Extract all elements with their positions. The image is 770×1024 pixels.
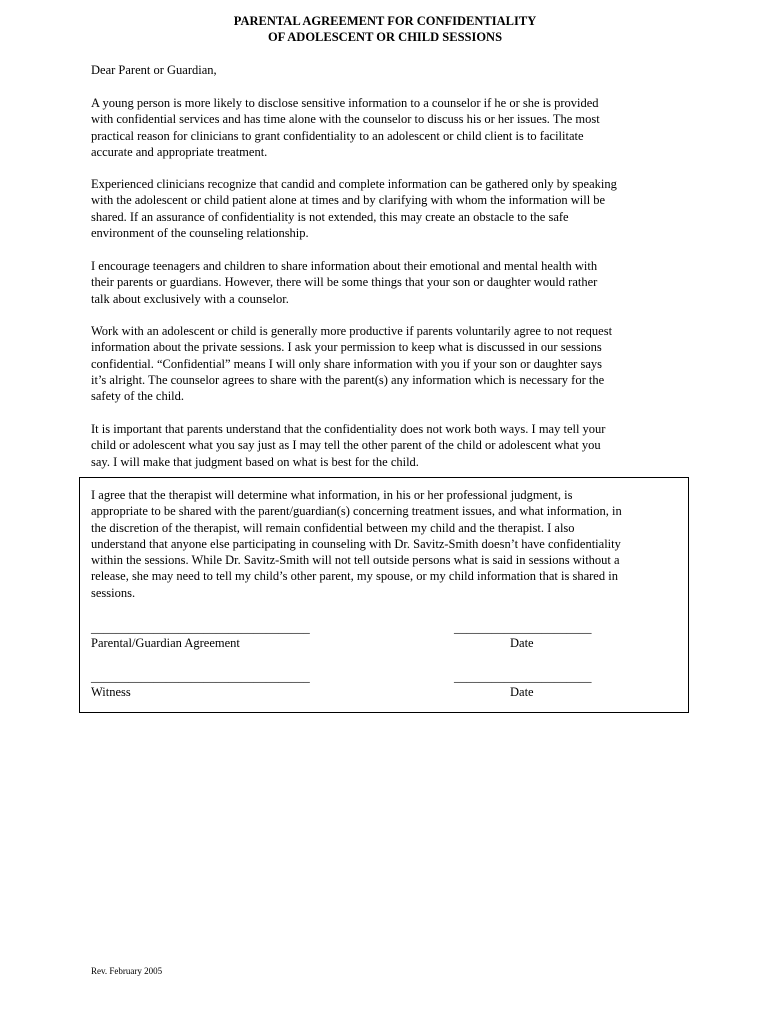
paragraph-line: it’s alright. The counselor agrees to share with the parent(s) any information which is necessary for the (91, 372, 605, 387)
parent-date-label: Date (510, 636, 534, 650)
paragraph-1 (91, 95, 691, 160)
parent-signature-line[interactable]: ___________________________________ (91, 621, 310, 635)
agreement-line: understand that anyone else participating in counseling with Dr. Savitz-Smith doesn’t have confidentiality (91, 536, 621, 551)
paragraph-line: environment of the counseling relationship. (91, 225, 309, 240)
paragraph-line: confidential. “Confidential” means I will only share information with you if your son or daughter says (91, 356, 602, 371)
agreement-line: I agree that the therapist will determine what information, in his or her professional judgment, is (91, 488, 573, 502)
paragraph-line: information about the private sessions. I ask your permission to keep what is discussed in our sessions (91, 340, 602, 355)
paragraph-line: with confidential services and has time alone with the counselor to discuss his or her issues. The most (91, 112, 600, 127)
revision-footer: Rev. February 2005 (91, 966, 163, 976)
paragraph-line: accurate and appropriate treatment. (91, 144, 268, 159)
agreement-line: the discretion of the therapist, will remain confidential between my child and the therapist. I also (91, 520, 575, 535)
witness-label: Witness (91, 685, 131, 699)
paragraph-line: Experienced clinicians recognize that candid and complete information can be gathered only by speaking (91, 177, 617, 191)
title-line-1: PARENTAL AGREEMENT FOR CONFIDENTIALITY (233, 14, 537, 28)
paragraph-line: I encourage teenagers and children to share information about their emotional and mental health with (91, 259, 598, 273)
agreement-line: release, she may need to tell my child’s other parent, my spouse, or my child information that is shared in (91, 569, 618, 584)
paragraph-line: say. I will make that judgment based on what is best for the child. (91, 454, 419, 469)
paragraph-line: practical reason for clinicians to grant confidentiality to an adolescent or child client is to facilitate (91, 128, 584, 143)
agreement-line: sessions. (91, 585, 136, 600)
paragraph-4 (91, 323, 691, 404)
paragraph-line: talk about exclusively with a counselor. (91, 291, 289, 306)
paragraph-5 (91, 421, 691, 470)
agreement-line: appropriate to be shared with the parent/guardian(s) concerning treatment issues, and what information, in (91, 504, 622, 519)
agreement-text (91, 487, 622, 601)
paragraph-line: with the adolescent or child patient alone at times and by clarifying with whom the information will be (91, 193, 606, 208)
paragraph-line: shared. If an assurance of confidentiality is not extended, this may create an obstacle to the safe (91, 209, 569, 224)
salutation: Dear Parent or Guardian, (91, 63, 217, 77)
document-title (0, 13, 770, 45)
witness-signature-line[interactable]: ___________________________________ (91, 670, 310, 684)
paragraph-2 (91, 176, 691, 241)
paragraph-line: It is important that parents understand that the confidentiality does not work both ways. I may tell your (91, 422, 606, 436)
paragraph-line: Work with an adolescent or child is generally more productive if parents voluntarily agree to not request (91, 324, 613, 338)
paragraph-line: child or adolescent what you say just as I may tell the other parent of the child or adolescent what you (91, 438, 601, 453)
witness-date-line[interactable]: ______________________ (454, 670, 592, 684)
title-line-2: OF ADOLESCENT OR CHILD SESSIONS (267, 30, 503, 44)
parent-signature-label: Parental/Guardian Agreement (91, 636, 240, 650)
agreement-line: within the sessions. While Dr. Savitz-Smith will not tell outside persons what is said in sessions without a (91, 553, 620, 568)
paragraph-line: their parents or guardians. However, there will be some things that your son or daughter would rather (91, 275, 598, 290)
paragraph-line: A young person is more likely to disclose sensitive information to a counselor if he or she is provided (91, 96, 599, 110)
parent-date-line[interactable]: ______________________ (454, 621, 592, 635)
witness-date-label: Date (510, 685, 534, 699)
paragraph-3 (91, 258, 691, 307)
agreement-box (79, 477, 689, 713)
paragraph-line: safety of the child. (91, 389, 185, 404)
